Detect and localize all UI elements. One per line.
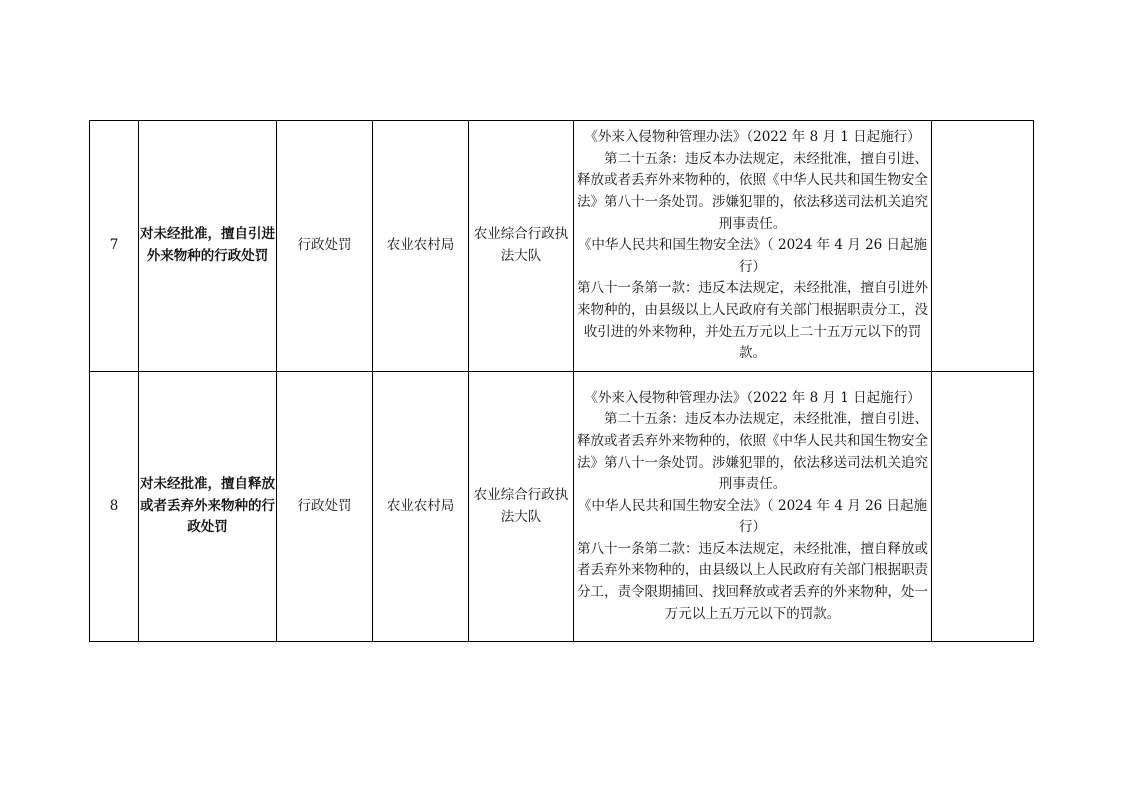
item-name: 对未经批准，擅自引进外来物种的行政处罚 [139,121,277,372]
responsible-department: 农业农村局 [373,372,469,642]
basis-paragraph: 《外来入侵物种管理办法》（2022 年 8 月 1 日起施行） [584,129,921,146]
basis-paragraph: 第八十一条第一款：违反本法规定，未经批准，擅自引进外来物种的，由县级以上人民政府有关部门根据职责分工，没收引进的外来物种，并处五万元以上二十五万元以下的罚款。 [577,280,928,362]
remarks-cell [932,121,1034,372]
basis-paragraph: 第二十五条：违反本办法规定，未经批准，擅自引进、释放或者丢弃外来物种的，依照《中华人民共和国生物安全法》第八十一条处罚。涉嫌犯罪的，依法移送司法机关追究刑事责任。 [577,411,928,493]
table-row [90,372,1034,642]
basis-paragraph: 《中华人民共和国生物安全法》（ 2024 年 4 月 26 日起施行） [577,497,928,536]
item-name: 对未经批准，擅自释放或者丢弃外来物种的行政处罚 [139,372,277,642]
row-number: 8 [90,372,139,642]
legal-basis [574,121,932,372]
basis-paragraph: 《外来入侵物种管理办法》（2022 年 8 月 1 日起施行） [584,389,921,406]
penalty-table [89,120,1034,642]
remarks-cell [932,372,1034,642]
power-type: 行政处罚 [277,121,373,372]
power-type: 行政处罚 [277,372,373,642]
basis-paragraph: 第二十五条：违反本办法规定，未经批准，擅自引进、释放或者丢弃外来物种的，依照《中华人民共和国生物安全法》第八十一条处罚。涉嫌犯罪的，依法移送司法机关追究刑事责任。 [577,150,928,232]
responsible-department: 农业农村局 [373,121,469,372]
executing-agency: 农业综合行政执法大队 [469,121,574,372]
basis-paragraph: 《中华人民共和国生物安全法》（ 2024 年 4 月 26 日起施行） [577,237,928,275]
basis-paragraph: 第八十一条第二款：违反本法规定，未经批准，擅自释放或者丢弃外来物种的，由县级以上人民政府有关部门根据职责分工，责令限期捕回、找回释放或者丢弃的外来物种，处一万元以上五万元以下的罚款。 [577,540,928,622]
legal-basis [574,372,932,642]
table-row [90,121,1034,372]
row-number: 7 [90,121,139,372]
executing-agency: 农业综合行政执法大队 [469,372,574,642]
